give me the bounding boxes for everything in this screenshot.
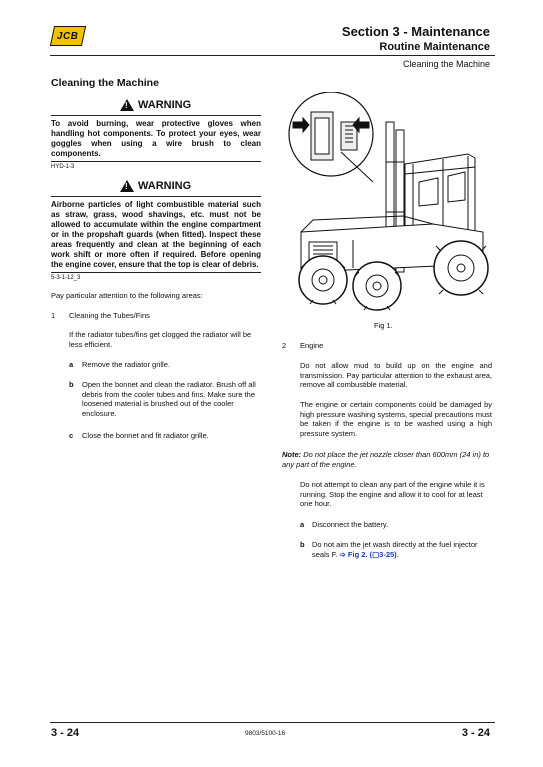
note-text: Do not place the jet nozzle closer than 600mm (24 in) to any part of the engine. — [282, 450, 490, 469]
step-text-end: . — [396, 549, 399, 559]
item-description: If the radiator tubes/fins get clogged the radiator will be less efficient. — [69, 330, 252, 349]
warning-header-1 — [120, 99, 191, 111]
intro-text: Pay particular attention to the following areas: — [51, 291, 203, 300]
step-letter: a — [300, 520, 305, 529]
figure-caption: Fig 1. — [374, 321, 393, 330]
step-text: Disconnect the battery. — [312, 520, 389, 529]
footer-divider — [50, 722, 495, 723]
item-number: 1 — [51, 311, 56, 320]
engine-paragraph-2: The engine or certain components could be damaged by high pressure washing systems, special precautions must be taken if the engine is to be washed using a high pressure system. — [300, 400, 492, 438]
figure-link-page: 3-25) — [379, 549, 397, 559]
warning-title: WARNING — [138, 180, 192, 192]
warning-rule — [51, 196, 261, 197]
page-number-left: 3 - 24 — [51, 727, 80, 739]
page-number-right: 3 - 24 — [461, 727, 490, 739]
jcb-logo — [50, 26, 86, 46]
warning-ref-1: HYD-1-3 — [51, 164, 75, 170]
item-title: Cleaning the Tubes/Fins — [69, 311, 150, 320]
page-heading: Cleaning the Machine — [51, 77, 159, 89]
engine-paragraph-1: Do not allow mud to build up on the engine and transmission. Pay particular attention to the exhaust area, remove all combustible material. — [300, 361, 492, 390]
step-letter: c — [69, 431, 74, 440]
topic-title: Cleaning the Machine — [402, 59, 490, 69]
section-title: Section 3 - Maintenance — [341, 24, 490, 39]
warning-text-1: To avoid burning, wear protective gloves when handling hot components. To protect your eyes, wear goggles when using a wire brush to clean components. — [51, 119, 261, 158]
logo-text: JCB — [57, 30, 79, 42]
step-letter: b — [300, 540, 305, 549]
subsection-title: Routine Maintenance — [379, 41, 490, 53]
step-text: Close the bonnet and fit radiator grille. — [82, 431, 209, 440]
figure-link[interactable]: ➩ Fig 2. (▢3-25) — [339, 549, 397, 559]
step-letter: a — [69, 360, 74, 369]
page-ref-icon: ▢ — [372, 549, 380, 559]
warning-icon — [120, 99, 134, 111]
warning-title: WARNING — [138, 99, 192, 111]
step-text — [312, 540, 494, 559]
item-number: 2 — [282, 341, 287, 350]
step-text: Remove the radiator grille. — [82, 360, 170, 369]
engine-note — [282, 450, 494, 469]
item-title: Engine — [300, 341, 324, 350]
warning-rule — [51, 161, 261, 162]
step-letter: b — [69, 380, 74, 389]
forklift-drawing — [283, 92, 495, 312]
figure-link-text: Fig 2. ( — [347, 549, 373, 559]
warning-text-2: Airborne particles of light combustible material such as straw, grass, wood shavings, etc. must not be allowed to accumulate within the engine compartment or in the propshaft guards (when fitted). Inspect these areas frequently and clean at the beginning of each work shift or more often if required. Before opening the engine cover, ensure that the top is clear of debris. — [51, 200, 261, 269]
step-text-main: Do not aim the jet wash directly at the fuel injector seals F. — [312, 540, 478, 559]
step-text: Open the bonnet and clean the radiator. Brush off all debris from the cooler tubes and fins. Make sure the loosened material is brushed out of the cooler enclosure. — [82, 380, 256, 418]
note-label: Note: — [282, 450, 302, 459]
header-divider — [50, 55, 495, 56]
warning-header-2 — [120, 180, 191, 192]
engine-paragraph-3: Do not attempt to clean any part of the engine while it is running. Stop the engine and allow it to cool for at least one hour. — [300, 480, 485, 509]
warning-icon — [120, 180, 134, 192]
forklift-illustration — [283, 92, 495, 312]
warning-ref-2: 5-3-1-12_3 — [51, 275, 81, 281]
warning-rule — [51, 115, 261, 116]
warning-rule — [51, 272, 261, 273]
document-code: 9803/5100-16 — [245, 730, 286, 737]
